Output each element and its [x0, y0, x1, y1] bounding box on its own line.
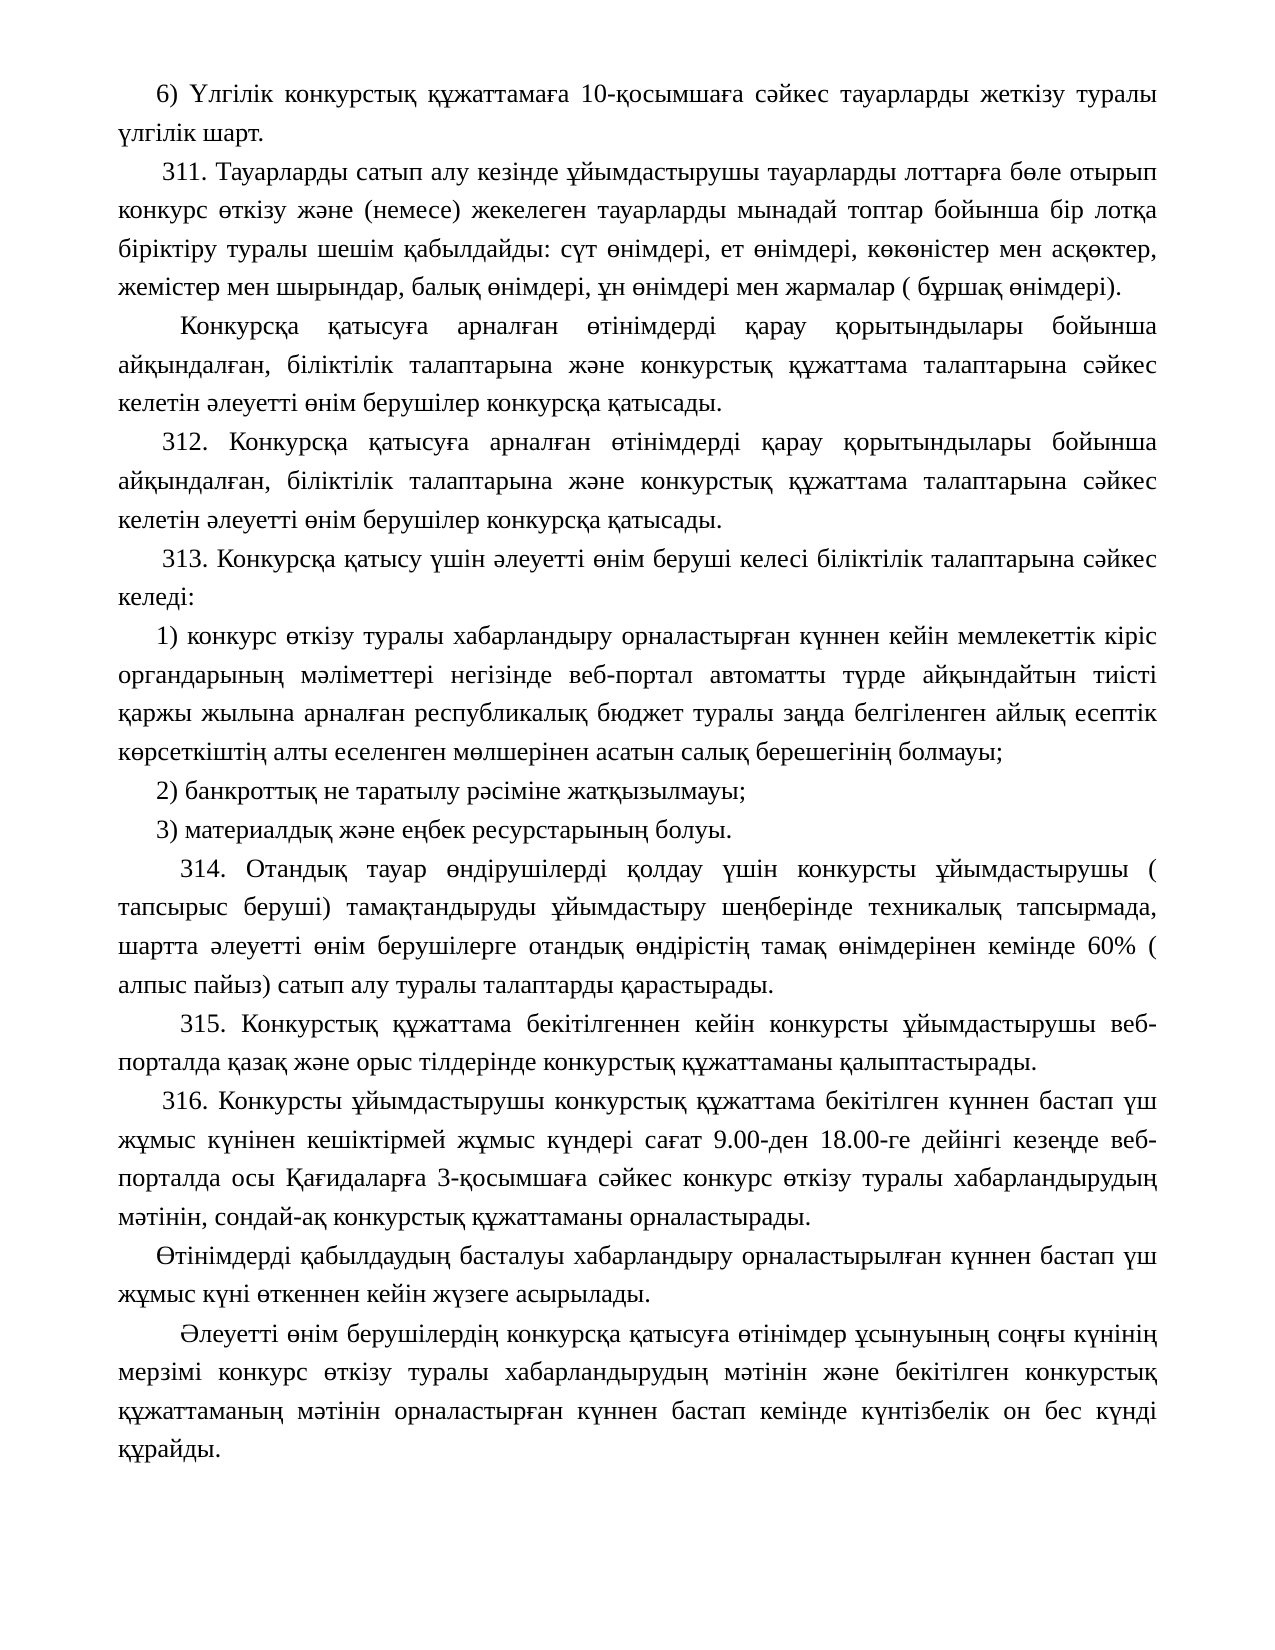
paragraph-313: 313. Конкурсқа қатысу үшін әлеуетті өнім беруші келесі біліктілік талаптарына сәйкес келеді: — [118, 542, 1157, 612]
paragraph-application-start: Өтінімдерді қабылдаудың басталуы хабарландыру орналастырылған күннен бастап үш жұмыс күні өткеннен кейін жүзеге асырылады. — [118, 1239, 1157, 1309]
paragraph-konkurs-participants: Конкурсқа қатысуға арналған өтінімдерді қарау қорытындылары бойынша айқындалған, біліктілік талаптарына және конкурстық құжаттама талаптарына сәйкес келетін әлеуетті өнім берушілер конкурсқа қатысады. — [118, 310, 1157, 418]
paragraph-311: 311. Тауарларды сатып алу кезінде ұйымдастырушы тауарларды лоттарға бөле отырып конкурс өткізу және (немесе) жекелеген тауарларды мынадай топтар бойынша бір лотқа біріктіру туралы шешім қабылдайды: сүт өнімдері, ет өнімдері, көкөністер мен асқөктер, жемістер мен шырындар, балық өнімдері, ұн өнімдері мен жармалар ( бұршақ өнімдері). — [118, 155, 1157, 302]
paragraph-313-item-3: 3) материалдық және еңбек ресурстарының болуы. — [156, 813, 733, 844]
paragraph-313-item-1: 1) конкурс өткізу туралы хабарландыру орналастырған күннен кейін мемлекеттік кіріс органдарының мәліметтері негізінде веб-портал автоматты түрде айқындайтын тиісті қаржы жылына арналған республикалық бюджет туралы заңда белгіленген айлық есептік көрсеткіштің алты еселенген мөлшерінен асатын салық берешегінің болмауы; — [118, 620, 1157, 766]
paragraph-315: 315. Конкурстық құжаттама бекітілгеннен кейін конкурсты ұйымдастырушы веб-порталда қазақ және орыс тілдерінде конкурстық құжаттаманы қалыптастырады. — [118, 1007, 1157, 1077]
paragraph-314: 314. Отандық тауар өндірушілерді қолдау үшін конкурсты ұйымдастырушы ( тапсырыс беруші) тамақтандыруды ұйымдастыру шеңберінде техникалық тапсырмада, шартта әлеуетті өнім берушілерге отандық өндірістің тамақ өнімдерінен кемінде 60% ( алпыс пайыз) сатып алу туралы талаптарды қарастырады. — [118, 852, 1157, 999]
paragraph-316: 316. Конкурсты ұйымдастырушы конкурстық құжаттама бекітілген күннен бастап үш жұмыс күнінен кешіктірмей жұмыс күндері сағат 9.00-ден 18.00-ге дейінгі кезеңде веб-порталда осы Қағидаларға 3-қосымшаға сәйкес конкурс өткізу туралы хабарландырудың мәтінін, сондай-ақ конкурстық құжаттаманы орналастырады. — [118, 1085, 1157, 1231]
paragraph-312: 312. Конкурсқа қатысуға арналған өтінімдерді қарау қорытындылары бойынша айқындалған, біліктілік талаптарына және конкурстық құжаттама талаптарына сәйкес келетін әлеуетті өнім берушілер конкурсқа қатысады. — [118, 426, 1157, 534]
paragraph-application-deadline: Әлеуетті өнім берушілердің конкурсқа қатысуға өтінімдер ұсынуының соңғы күнінің мерзімі конкурс өткізу туралы хабарландырудың мәтінін және бекітілген конкурстық құжаттаманың мәтінін орналастырған күннен бастап кемінде күнтізбелік он бес күнді құрайды. — [118, 1317, 1157, 1464]
paragraph-item-6: 6) Үлгілік конкурстық құжаттамаға 10-қосымшаға сәйкес тауарларды жеткізу туралы үлгілік шарт. — [118, 78, 1157, 147]
paragraph-313-item-2: 2) банкроттық не таратылу рәсіміне жатқызылмауы; — [156, 774, 747, 805]
document-body — [118, 74, 1157, 1468]
